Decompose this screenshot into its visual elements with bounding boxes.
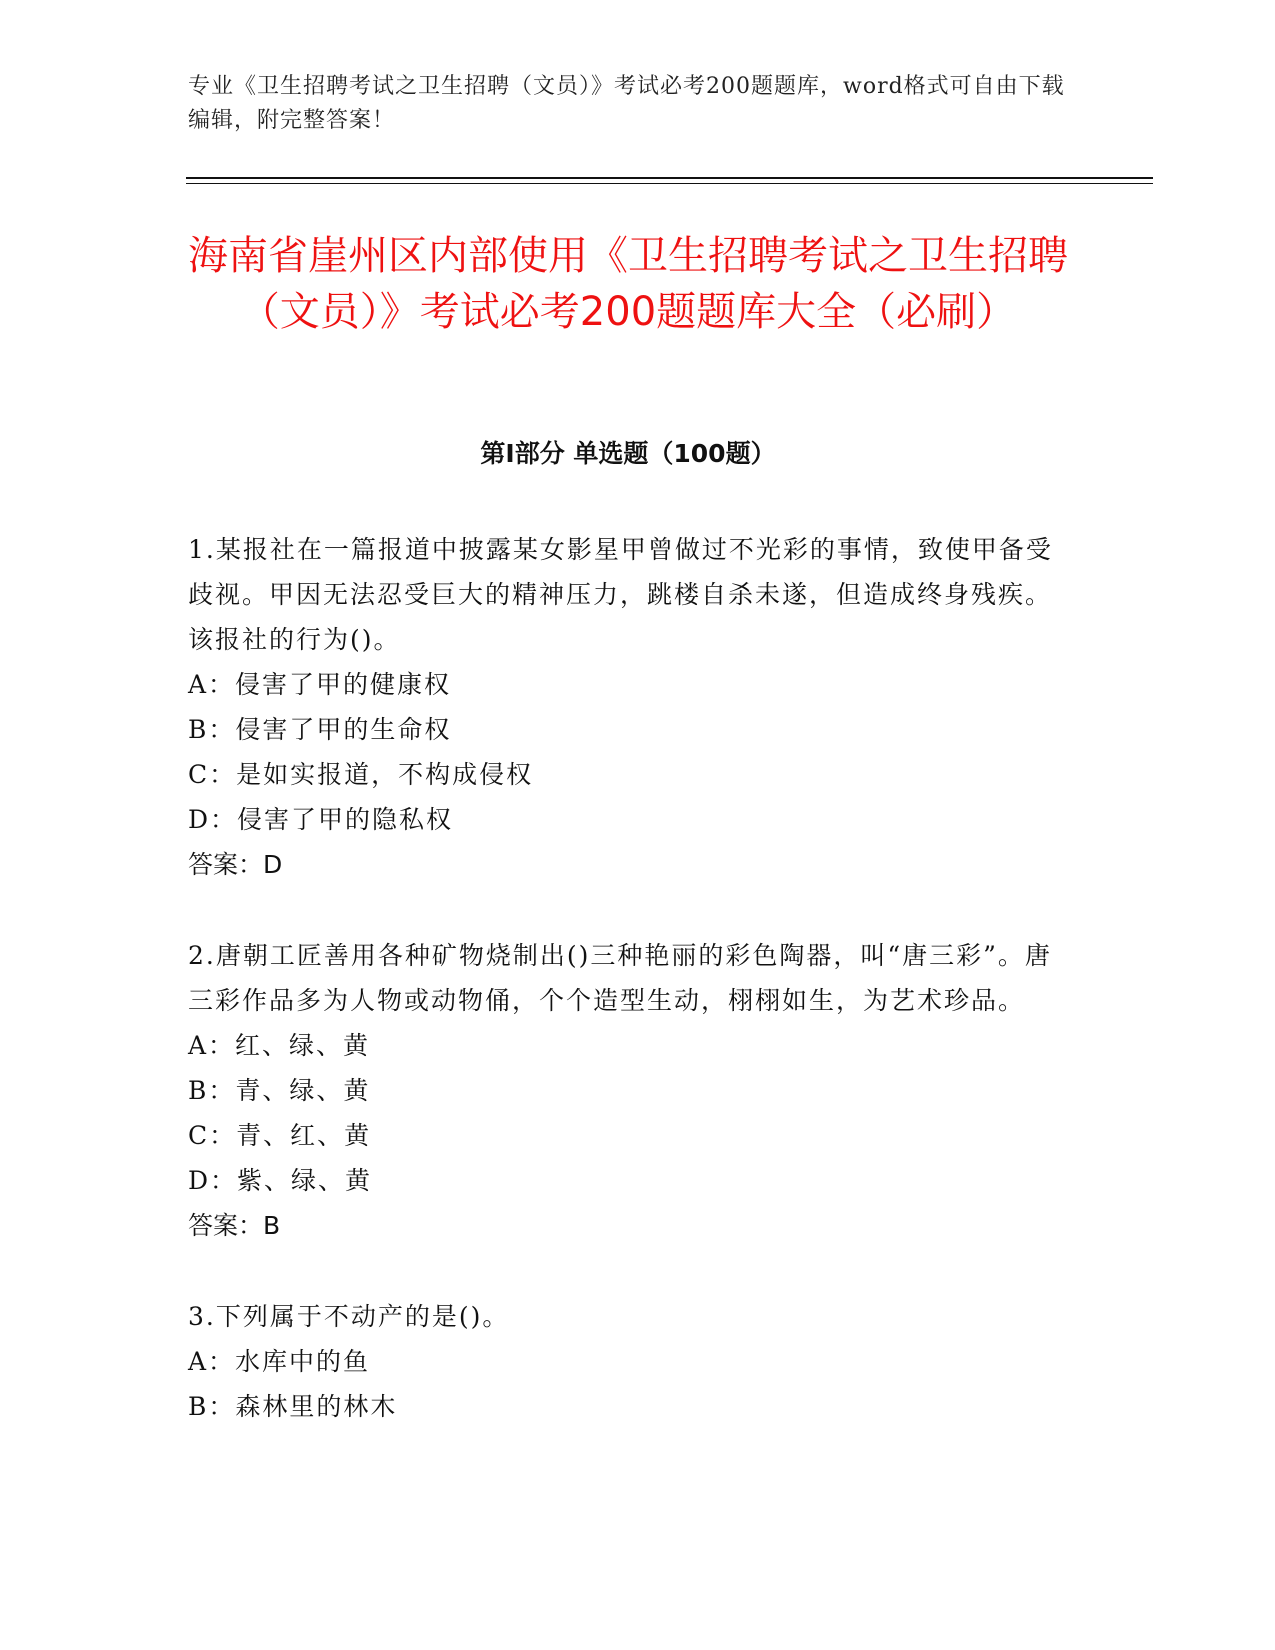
header-divider-thin — [186, 183, 1153, 184]
question-stem: 3.下列属于不动产的是()。 — [188, 1302, 510, 1331]
option-b: B：青、绿、黄 — [188, 1076, 371, 1105]
option-c: C：青、红、黄 — [188, 1121, 372, 1150]
header-divider — [186, 177, 1153, 179]
answer-line: 答案：B — [188, 1211, 281, 1240]
question-3 — [188, 1294, 1068, 1429]
option-b: B：森林里的林木 — [188, 1392, 398, 1421]
question-2 — [188, 933, 1068, 1248]
intro-text: 专业《卫生招聘考试之卫生招聘（文员）》考试必考200题题库，word格式可自由下载编辑，附完整答案！ — [188, 74, 1065, 133]
section-title: 第I部分 单选题（100题） — [480, 439, 776, 468]
question-1 — [188, 527, 1068, 887]
option-c: C：是如实报道，不构成侵权 — [188, 760, 534, 789]
option-a: A：红、绿、黄 — [188, 1031, 371, 1060]
question-stem: 1.某报社在一篇报道中披露某女影星甲曾做过不光彩的事情，致使甲备受歧视。甲因无法忍受巨大的精神压力，跳楼自杀未遂，但造成终身残疾。该报社的行为()。 — [188, 535, 1053, 654]
option-a: A：侵害了甲的健康权 — [188, 670, 452, 699]
document-title: 海南省崖州区内部使用《卫生招聘考试之卫生招聘（文员）》考试必考200题题库大全（必刷） — [188, 233, 1068, 335]
option-b: B：侵害了甲的生命权 — [188, 715, 452, 744]
answer-line: 答案：D — [188, 850, 283, 879]
option-d: D：侵害了甲的隐私权 — [188, 805, 454, 834]
question-stem: 2.唐朝工匠善用各种矿物烧制出()三种艳丽的彩色陶器，叫“唐三彩”。唐三彩作品多为人物或动物俑，个个造型生动，栩栩如生，为艺术珍品。 — [188, 941, 1052, 1015]
question-list — [188, 527, 1068, 1475]
option-a: A：水库中的鱼 — [188, 1347, 371, 1376]
option-d: D：紫、绿、黄 — [188, 1166, 373, 1195]
